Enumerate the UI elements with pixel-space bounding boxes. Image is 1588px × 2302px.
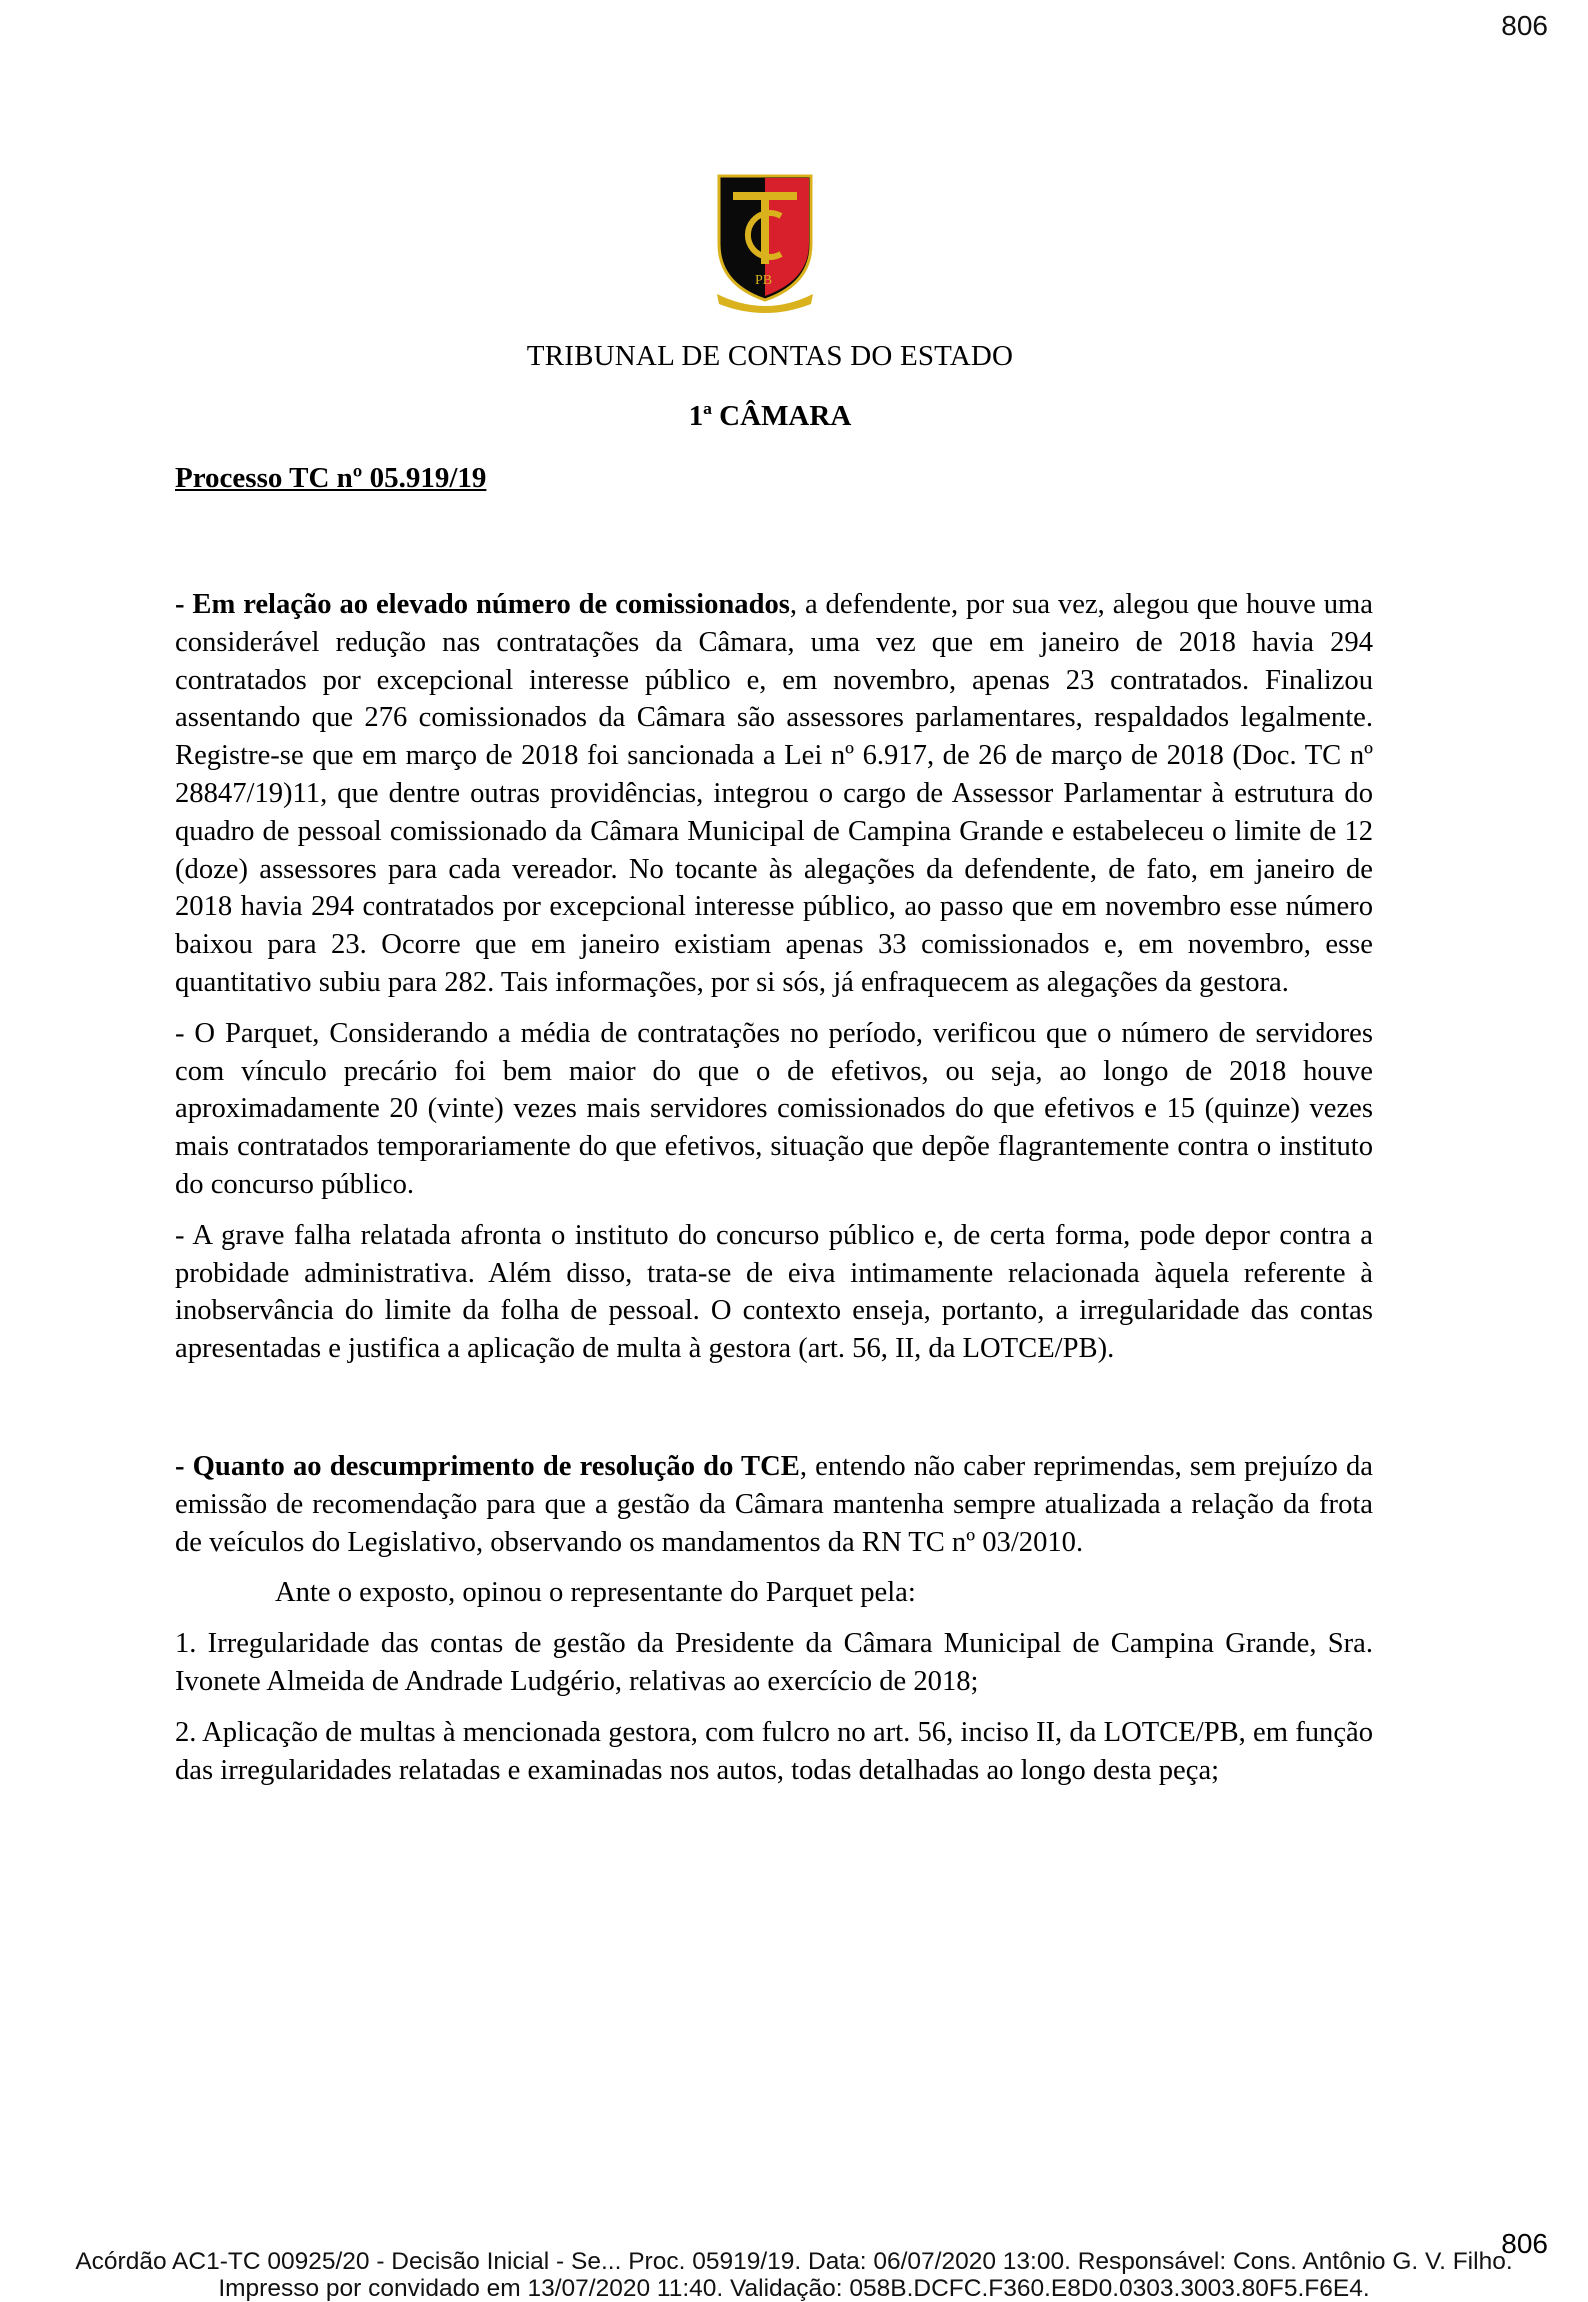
paragraph	[175, 1574, 1373, 1612]
paragraph	[175, 1217, 1373, 1368]
list-item	[175, 1714, 1373, 1790]
page-number-bottom: 806	[1501, 2228, 1548, 2259]
paragraph-text: - O Parquet, Considerando a média de contratações no período, verificou que o número de servidores com vínculo precário foi bem maior do que o de efetivos, ou seja, ao longo de 2018 houve aproximadamente 20 (vinte) vezes mais servidores comissionados do que efetivos e 15 (quinze) vezes mais contratados temporariamente do que efetivos, situação que depõe flagrantemente contra o instituto do concurso público.	[175, 1017, 1373, 1200]
footer	[0, 2248, 1588, 2302]
process-number: Processo TC nº 05.919/19	[175, 462, 487, 494]
paragraph-text: 2. Aplicação de multas à mencionada gestora, com fulcro no art. 56, inciso II, da LOTCE/PB, em função das irregularidades relatadas e examinadas nos autos, todas detalhadas ao longo desta peça;	[175, 1716, 1373, 1786]
page-number-top: 806	[1501, 10, 1548, 41]
paragraph-text: , entendo não caber reprimendas, sem prejuízo da emissão de recomendação para que a gestão da Câmara mantenha sempre atualizada a relação da frota de veículos do Legislativo, observando os mandamentos da RN TC nº 03/2010.	[175, 1450, 1373, 1558]
paragraph-text: - A grave falha relatada afronta o instituto do concurso público e, de certa forma, pode depor contra a probidade administrativa. Além disso, trata-se de eiva intimamente relacionada àquela referente à inobservância do limite da folha de pessoal. O contexto enseja, portanto, a irregularidade das contas apresentadas e justifica a aplicação de multa à gestora (art. 56, II, da LOTCE/PB).	[175, 1219, 1373, 1365]
paragraph	[175, 586, 1373, 1002]
paragraph-text: Ante o exposto, opinou o representante do Parquet pela:	[275, 1577, 916, 1609]
paragraph-text: , a defendente, por sua vez, alegou que houve uma considerável redução nas contratações da Câmara, uma vez que em janeiro de 2018 havia 294 contratados por excepcional interesse público e, em novembro, apenas 23 contratados. Finalizou assentando que 276 comissionados da Câmara são assessores parlamentares, respaldados legalmente. Registre-se que em março de 2018 foi sancionada a Lei nº 6.917, de 26 de março de 2018 (Doc. TC nº 28847/19)11, que dentre outras providências, integrou o cargo de Assessor Parlamentar à estrutura do quadro de pessoal comissionado da Câmara Municipal de Campina Grande e estabeleceu o limite de 12 (doze) assessores para cada vereador. No tocante às alegações da defendente, de fato, em janeiro de 2018 havia 294 contratados por excepcional interesse público, ao passo que em novembro esse número baixou para 23. Ocorre que em janeiro existiam apenas 33 comissionados e, em novembro, esse quantitativo subiu para 282. Tais informações, por si sós, já enfraquecem as alegações da gestora.	[175, 589, 1373, 998]
paragraph	[175, 1448, 1373, 1561]
paragraph-heading: - Em relação ao elevado número de comissionados	[175, 589, 790, 620]
footer-line-2: Impresso por convidado em 13/07/2020 11:40. Validação: 058B.DCFC.F360.E8D0.0303.3003.80F5.F6E4.	[218, 2275, 1370, 2302]
tce-pb-crest-icon	[715, 172, 815, 317]
org-title: TRIBUNAL DE CONTAS DO ESTADO	[526, 340, 1014, 372]
list-item	[175, 1625, 1373, 1701]
svg-text:PB: PB	[755, 273, 773, 288]
footer-line-1: Acórdão AC1-TC 00925/20 - Decisão Inicial - Se... Proc. 05919/19. Data: 06/07/2020 13:00. Responsável: Cons. Antônio G. V. Filho.	[75, 2248, 1513, 2275]
paragraph-text: 1. Irregularidade das contas de gestão da Presidente da Câmara Municipal de Campina Grande, Sra. Ivonete Almeida de Andrade Ludgério, relativas ao exercício de 2018;	[175, 1628, 1373, 1697]
body-text	[175, 586, 1373, 1802]
paragraph	[175, 1015, 1373, 1204]
chamber-title: 1ª CÂMARA	[688, 400, 852, 432]
paragraph-heading: - Quanto ao descumprimento de resolução do TCE	[175, 1450, 800, 1482]
